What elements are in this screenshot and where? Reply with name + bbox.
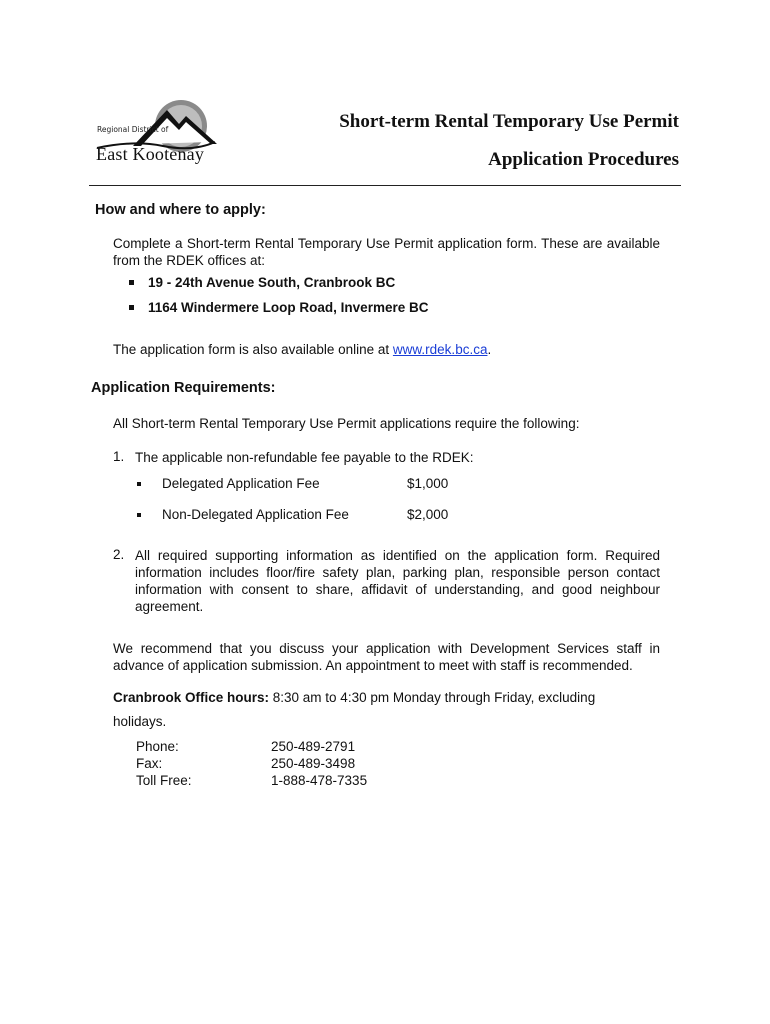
fee-label: Non-Delegated Application Fee [162,507,349,522]
header-divider [89,185,681,186]
bullet-icon [129,305,134,310]
bullet-icon [137,513,141,517]
office-hours-label: Cranbrook Office hours: [113,690,270,705]
office-hours-continued: holidays. [113,714,167,729]
document-title-line1: Short-term Rental Temporary Use Permit [339,111,679,132]
office-address: 1164 Windermere Loop Road, Invermere BC [148,300,429,315]
contact-toll-free: Toll Free: 1-888-478-7335 [136,773,368,788]
bullet-icon [137,482,141,486]
contact-fax: Fax: 250-489-3498 [136,756,356,771]
logo-subtitle: Regional District of [97,125,169,134]
document-title-line2: Application Procedures [488,149,679,170]
online-availability-text: The application form is also available online at www.rdek.bc.ca. [113,342,492,357]
logo-title: East Kootenay [96,144,205,164]
section-heading-requirements: Application Requirements: [91,380,276,396]
apply-intro-paragraph: Complete a Short-term Rental Temporary Use Permit application form. These are available from the RDEK offices at: [113,236,660,268]
rdek-website-link[interactable]: www.rdek.bc.ca [392,342,488,357]
office-hours [113,689,660,706]
section-heading-how-to-apply: How and where to apply: [95,202,266,218]
office-item [129,300,428,315]
fee-amount: $2,000 [407,507,449,522]
fee-amount: $1,000 [407,476,449,491]
office-hours-text: 8:30 am to 4:30 pm Monday through Friday, excluding [269,690,596,705]
recommendation-paragraph: We recommend that you discuss your application with Development Services staff in advance of application submission. An appointment to meet with staff is recommended. [113,641,660,673]
bullet-icon [129,280,134,285]
office-item [129,275,395,290]
requirements-intro: All Short-term Rental Temporary Use Permit applications require the following: [113,416,580,431]
office-address: 19 - 24th Avenue South, Cranbrook BC [148,275,396,290]
fee-label: Delegated Application Fee [162,476,320,491]
contact-phone: Phone: 250-489-2791 [136,739,356,754]
